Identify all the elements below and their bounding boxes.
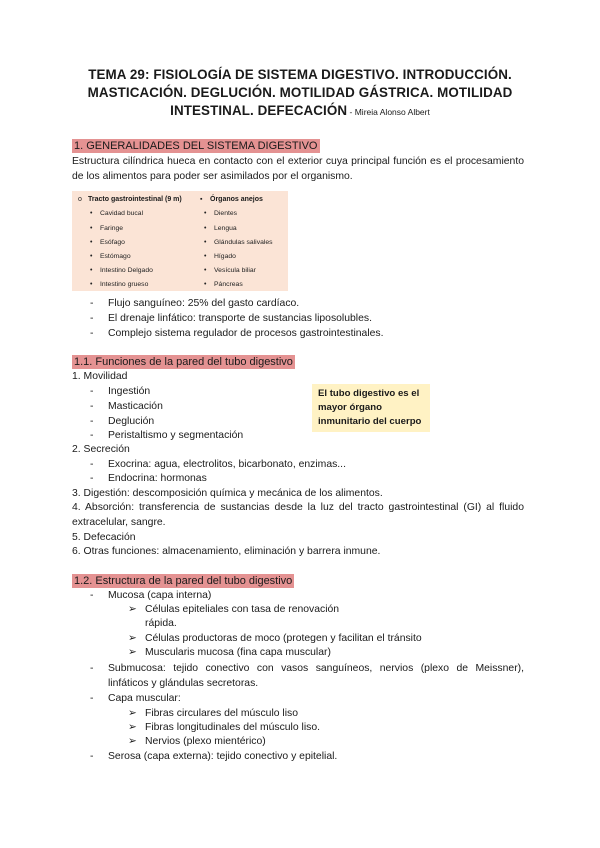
section-1-heading: 1. GENERALIDADES DEL SISTEMA DIGESTIVO — [74, 140, 318, 152]
capa-muscular-item: Capa muscular: — [108, 693, 181, 704]
table-col1-item: Faringe — [100, 225, 124, 232]
muscular-subitem: Nervios (plexo mientérico) — [145, 736, 266, 747]
title-line-2: MASTICACIÓN. DEGLUCIÓN. MOTILIDAD GÁSTRICA. MOTILIDAD — [87, 85, 513, 100]
immune-callout — [312, 384, 430, 432]
title-line-1: TEMA 29: FISIOLOGÍA DE SISTEMA DIGESTIVO. INTRODUCCIÓN. — [88, 67, 512, 82]
bullet-icon: • — [90, 253, 93, 260]
bullet-icon: • — [90, 281, 93, 288]
section-1-2-heading: 1.2. Estructura de la pared del tubo digestivo — [74, 575, 293, 587]
mucosa-subitem: Células productoras de moco (protegen y facilitan el tránsito — [145, 633, 422, 644]
motilidad-subitem: Ingestión — [108, 386, 151, 397]
absorcion-item: 4. Absorción: transferencia de sustancias desde la luz del tracto gastrointestinal (GI) al fluido extracelular, sangre. — [72, 502, 524, 528]
table-col2-item: Lengua — [214, 225, 237, 232]
defecacion-item: 5. Defecación — [72, 532, 136, 543]
table-col1-header: Tracto gastrointestinal (9 m) — [88, 196, 182, 203]
bullet-icon: • — [204, 253, 207, 260]
muscular-subitem: Fibras circulares del músculo liso — [145, 708, 299, 719]
page-title — [60, 66, 540, 121]
motilidad-subitem: Masticación — [108, 401, 163, 412]
square-bullet-icon: ▪ — [200, 196, 203, 203]
arrow-bullet-icon: ➢ — [128, 708, 137, 719]
section-1-1-heading: 1.1. Funciones de la pared del tubo digestivo — [74, 356, 293, 368]
mucosa-subitem: Muscularis mucosa (fina capa muscular) — [145, 647, 331, 658]
table-col2-header: Órganos anejos — [210, 196, 263, 203]
table-col1-item: Estómago — [100, 253, 131, 260]
section-1-intro: Estructura cilíndrica hueca en contacto con el exterior cuya principal función es el procesamiento de los alimentos para poder ser asimilados por el organismo. — [72, 156, 524, 182]
bullet-icon: • — [204, 239, 207, 246]
dash-bullet-icon: - — [90, 298, 94, 309]
table-col1-item: Intestino Delgado — [100, 267, 153, 274]
bullet-icon: • — [204, 267, 207, 274]
dash-bullet-icon: - — [90, 401, 94, 412]
dash-bullet-icon: - — [90, 693, 94, 704]
dash-bullet-icon: - — [90, 416, 94, 427]
otras-funciones-item: 6. Otras funciones: almacenamiento, eliminación y barrera inmune. — [72, 546, 381, 557]
secrecion-item: 2. Secreción — [72, 444, 130, 455]
title-line-3: INTESTINAL. DEFECACIÓN - Mireia Alonso Albert — [170, 103, 430, 118]
dash-bullet-icon: - — [90, 663, 94, 674]
callout-line: mayor órgano — [318, 402, 382, 413]
callout-line: El tubo digestivo es el — [318, 388, 420, 399]
table-col1-item: Intestino grueso — [100, 281, 149, 288]
callout-line: inmunitario del cuerpo — [318, 416, 422, 427]
arrow-bullet-icon: ➢ — [128, 736, 137, 747]
dash-bullet-icon: - — [90, 590, 94, 601]
table-col2-item: Dientes — [214, 210, 238, 217]
serosa-item: Serosa (capa externa): tejido conectivo y epitelial. — [108, 751, 338, 762]
arrow-bullet-icon: ➢ — [128, 647, 137, 658]
dash-bullet-icon: - — [90, 473, 94, 484]
arrow-bullet-icon: ➢ — [128, 722, 137, 733]
secrecion-subitem: Endocrina: hormonas — [108, 473, 207, 484]
motilidad-subitem: Peristaltismo y segmentación — [108, 430, 244, 441]
circle-bullet-icon: o — [78, 196, 82, 203]
secrecion-subitem: Exocrina: agua, electrolitos, bicarbonato, enzimas... — [108, 459, 346, 470]
mucosa-subitem-cont: rápida. — [145, 618, 177, 629]
arrow-bullet-icon: ➢ — [128, 633, 137, 644]
bullet-icon: • — [204, 210, 207, 217]
dash-bullet-icon: - — [90, 328, 94, 339]
table-col1-item: Cavidad bucal — [100, 210, 144, 217]
mucosa-item: Mucosa (capa interna) — [108, 590, 212, 601]
dash-bullet-icon: - — [90, 751, 94, 762]
bullet-icon: • — [90, 239, 93, 246]
motilidad-item: 1. Movilidad — [72, 371, 128, 382]
bullet-icon: • — [204, 281, 207, 288]
table-col2-item: Glándulas salivales — [214, 239, 273, 246]
bullet-icon: • — [90, 267, 93, 274]
dash-bullet-icon: - — [90, 459, 94, 470]
section-1-bullet: Flujo sanguíneo: 25% del gasto cardíaco. — [108, 298, 300, 309]
muscular-subitem: Fibras longitudinales del músculo liso. — [145, 722, 320, 733]
dash-bullet-icon: - — [90, 430, 94, 441]
dash-bullet-icon: - — [90, 313, 94, 324]
dash-bullet-icon: - — [90, 386, 94, 397]
table-col2-item: Hígado — [214, 253, 236, 260]
table-col2-item: Páncreas — [214, 281, 243, 288]
section-1-bullet: Complejo sistema regulador de procesos gastrointestinales. — [108, 328, 384, 339]
table-col1-item: Esófago — [100, 239, 125, 246]
bullet-icon: • — [204, 225, 207, 232]
organs-table — [72, 191, 288, 291]
table-col2-item: Vesícula biliar — [214, 267, 256, 274]
bullet-icon: • — [90, 210, 93, 217]
author-name: - Mireia Alonso Albert — [347, 107, 430, 117]
bullet-icon: • — [90, 225, 93, 232]
arrow-bullet-icon: ➢ — [128, 604, 137, 615]
section-1-bullet: El drenaje linfático: transporte de sustancias liposolubles. — [108, 313, 372, 324]
motilidad-subitem: Deglución — [108, 416, 155, 427]
submucosa-item: Submucosa: tejido conectivo con vasos sanguíneos, nervios (plexo de Meissner), linfáticos y glándulas secretoras. — [108, 663, 524, 689]
digestion-item: 3. Digestión: descomposición química y mecánica de los alimentos. — [72, 488, 383, 499]
mucosa-subitem: Células epiteliales con tasa de renovación — [145, 604, 340, 615]
